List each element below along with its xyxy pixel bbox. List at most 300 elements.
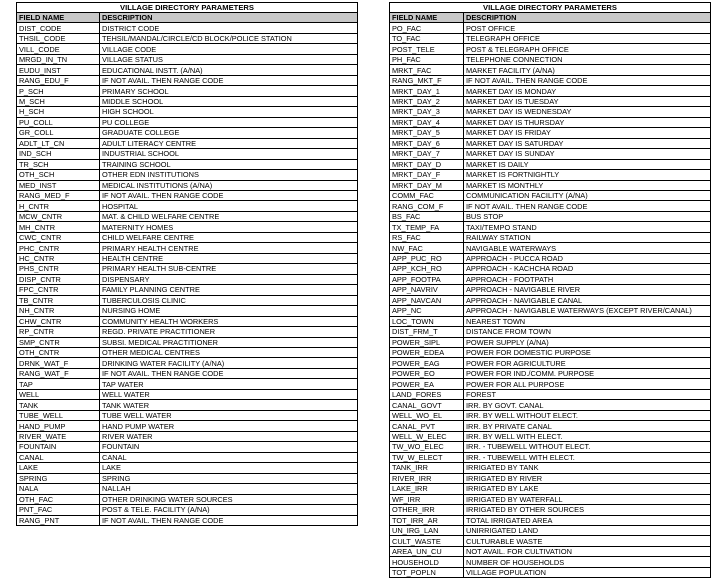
description-cell: RAILWAY STATION <box>464 232 711 242</box>
field-name-cell: RIVER_WATE <box>17 431 100 441</box>
description-cell: OTHER DRINKING WATER SOURCES <box>100 494 358 504</box>
description-cell: IRRIGATED BY LAKE <box>464 484 711 494</box>
table-row <box>390 536 711 546</box>
description-cell: VILLAGE CODE <box>100 44 358 54</box>
table-row <box>17 295 358 305</box>
table-row <box>17 138 358 148</box>
table-row <box>390 525 711 535</box>
table-row <box>17 75 358 85</box>
field-name-cell: POWER_SIPL <box>390 337 464 347</box>
field-name-cell: MRKT_DAY_2 <box>390 96 464 106</box>
description-cell: HAND PUMP WATER <box>100 421 358 431</box>
field-name-cell: WF_IRR <box>390 494 464 504</box>
field-name-cell: POWER_EAG <box>390 358 464 368</box>
table-row <box>17 86 358 96</box>
table-row <box>17 358 358 368</box>
description-cell: EDUCATIONAL INSTT. (A/NA) <box>100 65 358 75</box>
field-name-cell: TR_SCH <box>17 159 100 169</box>
description-cell: MARKET DAY IS MONDAY <box>464 86 711 96</box>
field-name-cell: RANG_WAT_F <box>17 368 100 378</box>
field-name-cell: APP_NC <box>390 306 464 316</box>
field-name-cell: MRKT_DAY_D <box>390 159 464 169</box>
description-header: DESCRIPTION <box>464 13 711 23</box>
description-cell: TELEGRAPH OFFICE <box>464 33 711 43</box>
table-row <box>390 44 711 54</box>
description-cell: IF NOT AVAIL. THEN RANGE CODE <box>464 201 711 211</box>
description-cell: IRR. BY PRIVATE CANAL <box>464 421 711 431</box>
description-cell: MARKET IS FORTNIGHTLY <box>464 170 711 180</box>
field-name-cell: CANAL_GOVT <box>390 400 464 410</box>
description-cell: MARKET DAY IS SUNDAY <box>464 149 711 159</box>
field-name-cell: MED_INST <box>17 180 100 190</box>
description-cell: PRIMARY HEALTH SUB-CENTRE <box>100 264 358 274</box>
field-name-cell: PNT_FAC <box>17 505 100 515</box>
description-cell: IRR. BY WELL WITH ELECT. <box>464 431 711 441</box>
description-cell: DRINKING WATER FACILITY (A/NA) <box>100 358 358 368</box>
table-row <box>17 473 358 483</box>
field-name-cell: M_SCH <box>17 96 100 106</box>
description-cell: DISPENSARY <box>100 274 358 284</box>
table-row <box>390 253 711 263</box>
description-cell: MARKET IS MONTHLY <box>464 180 711 190</box>
description-cell: FAMILY PLANNING CENTRE <box>100 285 358 295</box>
field-name-cell: HC_CNTR <box>17 253 100 263</box>
table-row <box>17 442 358 452</box>
field-name-cell: POST_TELE <box>390 44 464 54</box>
field-name-cell: DIST_CODE <box>17 23 100 33</box>
table-row <box>390 54 711 64</box>
description-cell: FOREST <box>464 389 711 399</box>
field-name-cell: TUBE_WELL <box>17 410 100 420</box>
description-cell: NURSING HOME <box>100 306 358 316</box>
right-table-body <box>390 23 711 578</box>
field-name-cell: FOUNTAIN <box>17 442 100 452</box>
table-row <box>17 515 358 525</box>
field-name-cell: MRKT_DAY_3 <box>390 107 464 117</box>
right-parameter-table <box>389 2 711 578</box>
table-row <box>17 180 358 190</box>
field-name-cell: RANG_COM_F <box>390 201 464 211</box>
field-name-cell: RS_FAC <box>390 232 464 242</box>
description-cell: BUS STOP <box>464 211 711 221</box>
table-title: VILLAGE DIRECTORY PARAMETERS <box>390 3 711 13</box>
table-row <box>17 44 358 54</box>
description-cell: LAKE <box>100 463 358 473</box>
description-cell: PRIMARY SCHOOL <box>100 86 358 96</box>
description-cell: MAT. & CHILD WELFARE CENTRE <box>100 211 358 221</box>
description-cell: POST & TELEGRAPH OFFICE <box>464 44 711 54</box>
field-name-cell: LOC_TOWN <box>390 316 464 326</box>
description-cell: WELL WATER <box>100 389 358 399</box>
field-name-cell: MRGD_IN_TN <box>17 54 100 64</box>
table-row <box>390 128 711 138</box>
description-cell: IF NOT AVAIL. THEN RANGE CODE <box>464 75 711 85</box>
field-name-cell: TOT_IRR_AR <box>390 515 464 525</box>
field-name-header: FIELD NAME <box>17 13 100 23</box>
description-cell: MARKET DAY IS TUESDAY <box>464 96 711 106</box>
field-name-cell: PU_COLL <box>17 117 100 127</box>
table-row <box>390 149 711 159</box>
field-name-cell: H_CNTR <box>17 201 100 211</box>
description-cell: IRRIGATED BY RIVER <box>464 473 711 483</box>
field-name-cell: MRKT_DAY_F <box>390 170 464 180</box>
table-row <box>390 389 711 399</box>
table-row <box>390 494 711 504</box>
description-cell: COMMUNITY HEALTH WORKERS <box>100 316 358 326</box>
field-name-cell: P_SCH <box>17 86 100 96</box>
field-name-cell: NW_FAC <box>390 243 464 253</box>
field-name-cell: MH_CNTR <box>17 222 100 232</box>
description-cell: REGD. PRIVATE PRACTITIONER <box>100 327 358 337</box>
field-name-cell: TW_W_ELECT <box>390 452 464 462</box>
description-cell: POST & TELE. FACILITY (A/NA) <box>100 505 358 515</box>
table-row <box>17 190 358 200</box>
description-cell: IRR. BY WELL WITHOUT ELECT. <box>464 410 711 420</box>
table-row <box>390 117 711 127</box>
table-row <box>390 505 711 515</box>
table-row <box>17 117 358 127</box>
table-row <box>390 368 711 378</box>
table-row <box>17 348 358 358</box>
table-row <box>17 253 358 263</box>
table-row <box>17 149 358 159</box>
table-row <box>17 201 358 211</box>
table-row <box>17 285 358 295</box>
description-cell: NEAREST TOWN <box>464 316 711 326</box>
table-row <box>390 201 711 211</box>
table-row <box>17 211 358 221</box>
field-name-cell: CANAL <box>17 452 100 462</box>
description-cell: MARKET IS DAILY <box>464 159 711 169</box>
description-cell: TUBERCULOSIS CLINIC <box>100 295 358 305</box>
description-cell: IF NOT AVAIL. THEN RANGE CODE <box>100 368 358 378</box>
table-row <box>390 264 711 274</box>
table-row <box>390 463 711 473</box>
description-cell: APPROACH - PUCCA ROAD <box>464 253 711 263</box>
field-name-cell: POWER_EO <box>390 368 464 378</box>
description-cell: OTHER MEDICAL CENTRES <box>100 348 358 358</box>
table-row <box>17 379 358 389</box>
description-cell: RIVER WATER <box>100 431 358 441</box>
field-name-cell: TB_CNTR <box>17 295 100 305</box>
description-cell: TEHSIL/MANDAL/CIRCLE/CD BLOCK/POLICE STATION <box>100 33 358 43</box>
field-name-cell: MCW_CNTR <box>17 211 100 221</box>
table-row <box>17 421 358 431</box>
field-name-cell: CHW_CNTR <box>17 316 100 326</box>
field-name-cell: TO_FAC <box>390 33 464 43</box>
table-row <box>390 190 711 200</box>
table-row <box>390 211 711 221</box>
description-cell: POWER FOR DOMESTIC PURPOSE <box>464 348 711 358</box>
field-name-cell: PO_FAC <box>390 23 464 33</box>
table-row <box>390 222 711 232</box>
field-name-header: FIELD NAME <box>390 13 464 23</box>
description-cell: POWER SUPPLY (A/NA) <box>464 337 711 347</box>
field-name-cell: TAP <box>17 379 100 389</box>
table-row <box>17 306 358 316</box>
table-row <box>17 316 358 326</box>
description-cell: TRAINING SCHOOL <box>100 159 358 169</box>
field-name-cell: TANK <box>17 400 100 410</box>
field-name-cell: BS_FAC <box>390 211 464 221</box>
description-cell: INDUSTRIAL SCHOOL <box>100 149 358 159</box>
field-name-cell: TW_WO_ELEC <box>390 442 464 452</box>
description-cell: IF NOT AVAIL. THEN RANGE CODE <box>100 190 358 200</box>
field-name-cell: POWER_EA <box>390 379 464 389</box>
table-row <box>390 170 711 180</box>
description-cell: TELEPHONE CONNECTION <box>464 54 711 64</box>
description-cell: IRR. BY GOVT. CANAL <box>464 400 711 410</box>
table-row <box>390 473 711 483</box>
field-name-cell: APP_NAVCAN <box>390 295 464 305</box>
left-table-body <box>17 23 358 526</box>
description-cell: MIDDLE SCHOOL <box>100 96 358 106</box>
table-row <box>17 494 358 504</box>
table-row <box>17 410 358 420</box>
table-row <box>390 180 711 190</box>
field-name-cell: APP_NAVRIV <box>390 285 464 295</box>
table-row <box>390 243 711 253</box>
field-name-cell: CULT_WASTE <box>390 536 464 546</box>
description-cell: PRIMARY HEALTH CENTRE <box>100 243 358 253</box>
table-row <box>390 33 711 43</box>
field-name-cell: SMP_CNTR <box>17 337 100 347</box>
description-cell: IRRIGATED BY OTHER SOURCES <box>464 505 711 515</box>
table-row <box>390 452 711 462</box>
description-cell: MATERNITY HOMES <box>100 222 358 232</box>
description-cell: CANAL <box>100 452 358 462</box>
field-name-cell: IND_SCH <box>17 149 100 159</box>
description-cell: TAXI/TEMPO STAND <box>464 222 711 232</box>
field-name-cell: HAND_PUMP <box>17 421 100 431</box>
field-name-cell: TOT_POPLN <box>390 567 464 577</box>
description-cell: ADULT LITERACY CENTRE <box>100 138 358 148</box>
table-row <box>17 54 358 64</box>
field-name-cell: NALA <box>17 484 100 494</box>
left-parameter-table <box>16 2 358 526</box>
table-row <box>17 505 358 515</box>
description-cell: MARKET DAY IS SATURDAY <box>464 138 711 148</box>
description-cell: APPROACH - NAVIGABLE CANAL <box>464 295 711 305</box>
table-row <box>17 389 358 399</box>
table-row <box>390 567 711 577</box>
description-cell: HOSPITAL <box>100 201 358 211</box>
table-row <box>17 23 358 33</box>
table-title: VILLAGE DIRECTORY PARAMETERS <box>17 3 358 13</box>
table-row <box>17 33 358 43</box>
field-name-cell: NH_CNTR <box>17 306 100 316</box>
table-row <box>390 285 711 295</box>
field-name-cell: WELL <box>17 389 100 399</box>
table-row <box>390 484 711 494</box>
description-cell: APPROACH - KACHCHA ROAD <box>464 264 711 274</box>
table-row <box>17 274 358 284</box>
table-row <box>390 557 711 567</box>
table-row <box>390 86 711 96</box>
field-name-cell: LAKE_IRR <box>390 484 464 494</box>
field-name-cell: APP_PUC_RO <box>390 253 464 263</box>
description-cell: APPROACH - FOOTPATH <box>464 274 711 284</box>
table-row <box>390 107 711 117</box>
field-name-cell: RANG_EDU_F <box>17 75 100 85</box>
description-cell: NALLAH <box>100 484 358 494</box>
description-cell: MARKET DAY IS FRIDAY <box>464 128 711 138</box>
table-row <box>390 337 711 347</box>
description-cell: APPROACH - NAVIGABLE RIVER <box>464 285 711 295</box>
table-row <box>17 264 358 274</box>
field-name-cell: RANG_MED_F <box>17 190 100 200</box>
description-cell: NOT AVAIL. FOR CULTIVATION <box>464 546 711 556</box>
description-cell: DISTANCE FROM TOWN <box>464 327 711 337</box>
description-cell: NUMBER OF HOUSEHOLDS <box>464 557 711 567</box>
table-row <box>17 368 358 378</box>
table-row <box>390 96 711 106</box>
field-name-cell: CWC_CNTR <box>17 232 100 242</box>
field-name-cell: H_SCH <box>17 107 100 117</box>
description-cell: MEDICAL INSTITUTIONS (A/NA) <box>100 180 358 190</box>
description-cell: TAP WATER <box>100 379 358 389</box>
field-name-cell: ADLT_LT_CN <box>17 138 100 148</box>
description-cell: APPROACH - NAVIGABLE WATERWAYS (EXCEPT RIVER/CANAL) <box>464 306 711 316</box>
table-row <box>390 400 711 410</box>
table-row <box>17 484 358 494</box>
description-cell: IRR. - TUBEWELL WITH ELECT. <box>464 452 711 462</box>
description-cell: CULTURABLE WASTE <box>464 536 711 546</box>
description-cell: IRRIGATED BY WATERFALL <box>464 494 711 504</box>
description-cell: NAVIGABLE WATERWAYS <box>464 243 711 253</box>
description-cell: POWER FOR ALL PURPOSE <box>464 379 711 389</box>
field-name-cell: LAKE <box>17 463 100 473</box>
table-row <box>17 65 358 75</box>
table-row <box>390 421 711 431</box>
table-row <box>390 65 711 75</box>
description-cell: SUBSI. MEDICAL PRACTITIONER <box>100 337 358 347</box>
description-cell: IF NOT AVAIL. THEN RANGE CODE <box>100 515 358 525</box>
left-parameter-table-panel <box>16 2 358 526</box>
description-cell: POWER FOR AGRICULTURE <box>464 358 711 368</box>
description-cell: IRRIGATED BY TANK <box>464 463 711 473</box>
field-name-cell: VILL_CODE <box>17 44 100 54</box>
field-name-cell: MRKT_DAY_4 <box>390 117 464 127</box>
description-cell: PU COLLEGE <box>100 117 358 127</box>
table-row <box>390 274 711 284</box>
field-name-cell: EUDU_INST <box>17 65 100 75</box>
field-name-cell: MRKT_DAY_6 <box>390 138 464 148</box>
field-name-cell: OTHER_IRR <box>390 505 464 515</box>
field-name-cell: MRKT_DAY_5 <box>390 128 464 138</box>
field-name-cell: GR_COLL <box>17 128 100 138</box>
table-row <box>17 452 358 462</box>
table-row <box>390 358 711 368</box>
description-cell: VILLAGE POPULATION <box>464 567 711 577</box>
description-cell: IRR. - TUBEWELL WITHOUT ELECT. <box>464 442 711 452</box>
description-cell: TUBE WELL WATER <box>100 410 358 420</box>
field-name-cell: OTH_SCH <box>17 170 100 180</box>
field-name-cell: PHC_CNTR <box>17 243 100 253</box>
description-cell: COMMUNICATION FACILITY (A/NA) <box>464 190 711 200</box>
field-name-cell: FPC_CNTR <box>17 285 100 295</box>
field-name-cell: POWER_EDEA <box>390 348 464 358</box>
table-row <box>17 96 358 106</box>
field-name-cell: OTH_FAC <box>17 494 100 504</box>
description-cell: POWER FOR IND./COMM. PURPOSE <box>464 368 711 378</box>
description-cell: DISTRICT CODE <box>100 23 358 33</box>
field-name-cell: WELL_WO_EL <box>390 410 464 420</box>
description-cell: GRADUATE COLLEGE <box>100 128 358 138</box>
table-row <box>390 410 711 420</box>
field-name-cell: DISP_CNTR <box>17 274 100 284</box>
field-name-cell: OTH_CNTR <box>17 348 100 358</box>
description-cell: HIGH SCHOOL <box>100 107 358 117</box>
description-cell: MARKET DAY IS THURSDAY <box>464 117 711 127</box>
field-name-cell: DIST_FRM_T <box>390 327 464 337</box>
field-name-cell: APP_FOOTPA <box>390 274 464 284</box>
field-name-cell: MRKT_FAC <box>390 65 464 75</box>
field-name-cell: RANG_PNT <box>17 515 100 525</box>
table-row <box>390 316 711 326</box>
field-name-cell: MRKT_DAY_M <box>390 180 464 190</box>
field-name-cell: RANG_MKT_F <box>390 75 464 85</box>
table-row <box>390 159 711 169</box>
table-row <box>17 431 358 441</box>
right-parameter-table-panel <box>389 2 711 578</box>
table-row <box>17 159 358 169</box>
field-name-cell: TANK_IRR <box>390 463 464 473</box>
field-name-cell: HOUSEHOLD <box>390 557 464 567</box>
field-name-cell: MRKT_DAY_7 <box>390 149 464 159</box>
table-row <box>17 128 358 138</box>
table-row <box>390 23 711 33</box>
table-row <box>17 327 358 337</box>
field-name-cell: DRNK_WAT_F <box>17 358 100 368</box>
table-row <box>390 306 711 316</box>
field-name-cell: CANAL_PVT <box>390 421 464 431</box>
description-cell: VILLAGE STATUS <box>100 54 358 64</box>
field-name-cell: UN_IRG_LAN <box>390 525 464 535</box>
table-row <box>390 327 711 337</box>
description-cell: OTHER EDN INSTITUTIONS <box>100 170 358 180</box>
field-name-cell: PH_FAC <box>390 54 464 64</box>
description-cell: POST OFFICE <box>464 23 711 33</box>
field-name-cell: APP_KCH_RO <box>390 264 464 274</box>
table-row <box>390 138 711 148</box>
field-name-cell: PHS_CNTR <box>17 264 100 274</box>
table-row <box>17 170 358 180</box>
field-name-cell: RIVER_IRR <box>390 473 464 483</box>
field-name-cell: LAND_FORES <box>390 389 464 399</box>
table-row <box>17 337 358 347</box>
description-header: DESCRIPTION <box>100 13 358 23</box>
description-cell: CHILD WELFARE CENTRE <box>100 232 358 242</box>
description-cell: TOTAL IRRIGATED AREA <box>464 515 711 525</box>
table-row <box>390 431 711 441</box>
table-row <box>17 400 358 410</box>
description-cell: UNIRRIGATED LAND <box>464 525 711 535</box>
table-row <box>390 442 711 452</box>
field-name-cell: THSIL_CODE <box>17 33 100 43</box>
description-cell: MARKET DAY IS WEDNESDAY <box>464 107 711 117</box>
description-cell: MARKET FACILITY (A/NA) <box>464 65 711 75</box>
table-row <box>17 243 358 253</box>
field-name-cell: AREA_UN_CU <box>390 546 464 556</box>
field-name-cell: COMM_FAC <box>390 190 464 200</box>
table-row <box>390 515 711 525</box>
field-name-cell: RP_CNTR <box>17 327 100 337</box>
field-name-cell: MRKT_DAY_1 <box>390 86 464 96</box>
field-name-cell: WELL_W_ELEC <box>390 431 464 441</box>
table-row <box>390 379 711 389</box>
description-cell: HEALTH CENTRE <box>100 253 358 263</box>
